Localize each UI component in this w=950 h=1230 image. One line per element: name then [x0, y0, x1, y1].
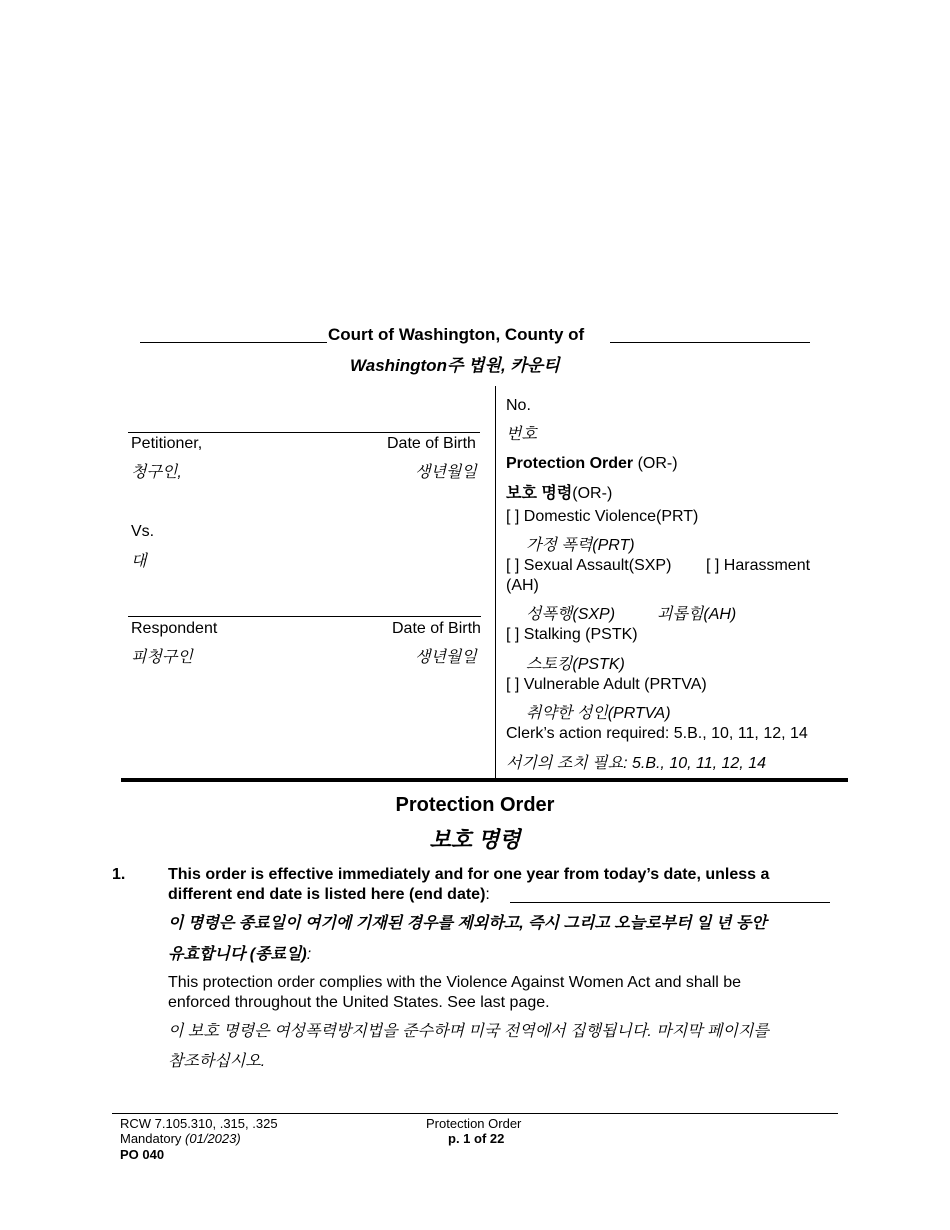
petitioner-label-ko: 청구인,: [131, 464, 182, 481]
dv-label: Domestic Violence(PRT): [523, 508, 699, 525]
petitioner-name-line[interactable]: [128, 432, 480, 433]
petitioner-label: Petitioner,: [131, 435, 203, 452]
end-date-field[interactable]: [510, 902, 830, 903]
ah-label-ko: 괴롭힘(AH): [657, 606, 737, 623]
section-1-ko-colon: :: [306, 946, 312, 963]
vawa-ko-line2: 참조하십시오.: [168, 1053, 266, 1070]
footer-rule: [112, 1113, 838, 1114]
prtva-option: [506, 676, 707, 694]
petitioner-dob-label-ko: 생년월일: [415, 464, 477, 481]
footer-mandatory-label: Mandatory: [120, 1131, 186, 1146]
section-1-ko-line1: 이 명령은 종료일이 여기에 기재된 경우를 제외하고, 즉시 그리고 오늘로부터 일 년 동안: [168, 915, 767, 932]
court-title-ko: Washington주 법원, 카운티: [350, 356, 560, 375]
section-1-colon: :: [485, 886, 490, 903]
ah-checkbox[interactable]: [ ]: [706, 557, 720, 574]
footer-rcw: RCW 7.105.310, .315, .325: [120, 1116, 278, 1131]
pstk-label: Stalking (PSTK): [523, 626, 638, 643]
section-1-ko-line2-wrap: [168, 941, 311, 964]
ah-option: [706, 557, 810, 575]
section-1-line1: This order is effective immediately and for one year from today’s date, unless a: [168, 866, 770, 883]
footer-title: Protection Order: [426, 1116, 522, 1131]
ah-label-cont: (AH): [506, 577, 539, 594]
ah-label: Harassment: [723, 557, 811, 574]
footer-form-number: PO 040: [120, 1147, 165, 1162]
sxp-option: [506, 557, 671, 575]
prtva-label: Vulnerable Adult (PRTVA): [523, 676, 707, 693]
county-name-line[interactable]: [610, 342, 810, 343]
vs-label-ko: 대: [131, 553, 147, 570]
vawa-line1: This protection order complies with the Violence Against Women Act and shall be: [168, 974, 742, 991]
sxp-label: Sexual Assault(SXP): [523, 557, 672, 574]
sxp-checkbox[interactable]: [ ]: [506, 557, 520, 574]
respondent-dob-label-ko: 생년월일: [415, 649, 477, 666]
sxp-label-ko: 성폭행(SXP): [526, 606, 616, 623]
vs-label: Vs.: [131, 523, 155, 540]
county-blank-line[interactable]: [140, 342, 327, 343]
respondent-name-line[interactable]: [128, 616, 481, 617]
order-code-ko: (OR-): [572, 485, 613, 502]
clerk-action-ko: 서기의 조치 필요: 5.B., 10, 11, 12, 14: [506, 755, 766, 772]
case-no-label: No.: [506, 397, 531, 414]
caption-divider: [495, 386, 496, 779]
petitioner-dob-label: Date of Birth: [387, 435, 476, 452]
order-title-ko: 보호 명령: [506, 485, 573, 502]
pstk-option: [506, 626, 638, 644]
respondent-label-ko: 피청구인: [131, 649, 193, 666]
dv-option: [506, 508, 698, 526]
order-title: Protection Order: [506, 455, 634, 472]
prtva-checkbox[interactable]: [ ]: [506, 676, 520, 693]
clerk-action: Clerk’s action required: 5.B., 10, 11, 12, 14: [506, 725, 808, 742]
respondent-dob-label: Date of Birth: [392, 620, 481, 637]
section-1-line2-wrap: [168, 886, 490, 904]
order-title-ko-line: [506, 480, 612, 503]
section-1-line2: different end date is listed here (end date): [168, 886, 486, 903]
dv-label-ko: 가정 폭력(PRT): [526, 537, 635, 554]
vawa-ko-line1: 이 보호 명령은 여성폭력방지법을 준수하며 미국 전역에서 집행됩니다. 마지막 페이지를: [168, 1023, 769, 1040]
document-title-ko: 보호 명령: [429, 827, 521, 852]
document-title: Protection Order: [395, 794, 555, 816]
order-title-line: [506, 455, 678, 473]
pstk-checkbox[interactable]: [ ]: [506, 626, 520, 643]
footer-page-number: p. 1 of 22: [448, 1131, 505, 1146]
respondent-label: Respondent: [131, 620, 218, 637]
case-no-label-ko: 번호: [506, 426, 537, 443]
caption-bottom-rule: [121, 778, 848, 782]
footer-date: (01/2023): [185, 1131, 241, 1146]
footer-mandatory: [120, 1131, 241, 1146]
prtva-label-ko: 취약한 성인(PRTVA): [526, 705, 671, 722]
section-1-number: 1.: [112, 866, 126, 883]
dv-checkbox[interactable]: [ ]: [506, 508, 520, 525]
court-title: Court of Washington, County of: [328, 325, 585, 344]
section-1-ko-line2: 유효합니다 (종료일): [168, 946, 307, 963]
order-code: (OR-): [633, 455, 678, 472]
vawa-line2: enforced throughout the United States. See last page.: [168, 994, 550, 1011]
pstk-label-ko: 스토킹(PSTK): [526, 656, 625, 673]
